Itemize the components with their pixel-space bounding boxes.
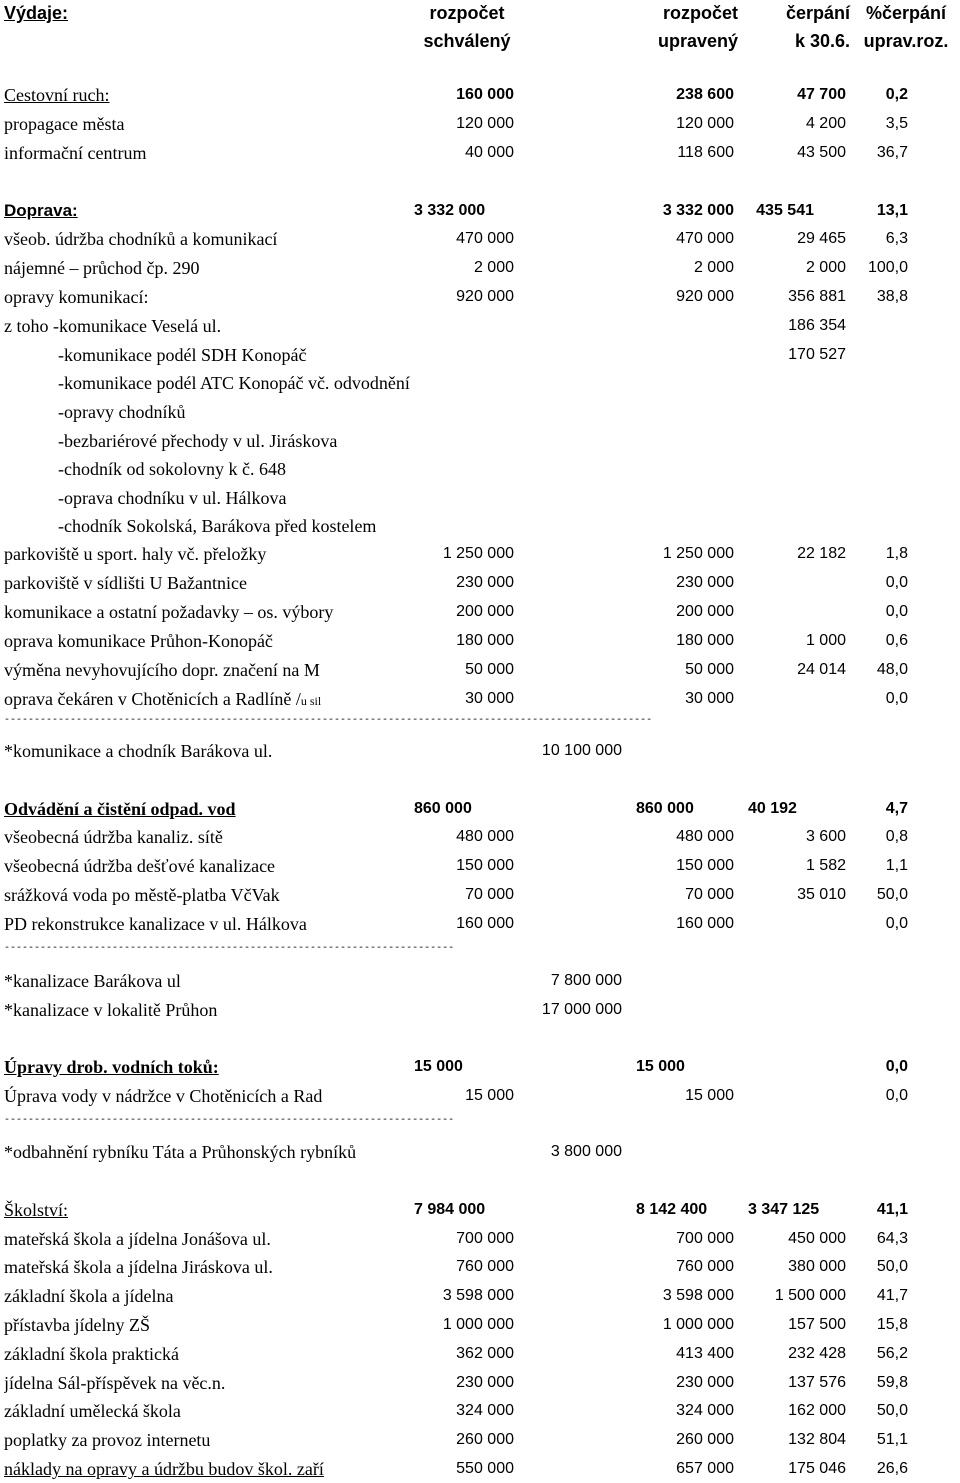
cell-cerpani: 132 804 — [788, 1431, 846, 1448]
cell-cerpani: 232 428 — [788, 1345, 846, 1362]
cell-upraveny: 700 000 — [676, 1230, 734, 1247]
cell-procento: 59,8 — [876, 1374, 908, 1391]
cell-cerpani: 4 200 — [805, 115, 846, 132]
cell-upraveny: 160 000 — [676, 915, 734, 932]
section-title: Úpravy drob. vodních toků: — [4, 1057, 219, 1077]
cell-cerpani: 450 000 — [788, 1230, 846, 1247]
separator-dashes: --------------------------------------------------------------------------- — [4, 1115, 455, 1126]
section-title: Školství: — [4, 1200, 69, 1220]
table-row — [0, 1455, 960, 1483]
row-label: náklady na opravy a údržbu budov škol. zaří — [4, 1459, 324, 1479]
cell-cerpani: 29 465 — [797, 230, 846, 247]
cell-procento: 3,5 — [885, 115, 908, 132]
separator-dashes: --------------------------------------------------------------------------- — [4, 943, 455, 954]
cell-schvaleny: 362 000 — [456, 1345, 514, 1362]
cell-schvaleny: 230 000 — [456, 574, 514, 591]
cell-schvaleny: 70 000 — [465, 886, 514, 903]
section-title: Odvádění a čistění odpad. vod — [4, 799, 236, 819]
cell-upraveny: 1 250 000 — [662, 545, 734, 562]
table-row — [0, 1397, 960, 1425]
cell-cerpani: 40 192 — [748, 800, 797, 817]
cell-schvaleny: 760 000 — [456, 1258, 514, 1275]
cell-procento: 38,8 — [876, 288, 908, 305]
header-col-upraveny — [636, 0, 738, 55]
planned-row — [0, 967, 960, 995]
cell-upraveny: 3 598 000 — [662, 1287, 734, 1304]
table-row — [0, 1225, 960, 1253]
cell-cerpani: 3 347 125 — [748, 1201, 820, 1218]
cell-schvaleny: 2 000 — [473, 259, 514, 276]
row-label: parkoviště u sport. haly vč. přeložky — [4, 544, 267, 564]
cell-cerpani: 162 000 — [788, 1402, 846, 1419]
header-col-schvaleny-l2: schválený — [423, 31, 511, 51]
section-header-skolstvi — [0, 1196, 960, 1224]
section-header-doprava — [0, 197, 960, 225]
cell-procento: 50,0 — [876, 1402, 908, 1419]
cell-upraveny: 150 000 — [676, 857, 734, 874]
header-col-procento-l1: %čerpání — [865, 3, 947, 23]
cell-upraveny: 860 000 — [636, 800, 694, 817]
cell-schvaleny: 480 000 — [456, 828, 514, 845]
cell-upraveny: 15 000 — [636, 1058, 685, 1075]
cell-procento: 1,8 — [885, 545, 908, 562]
planned-row — [0, 737, 960, 765]
row-label: *kanalizace v lokalitě Průhon — [4, 1000, 218, 1020]
cell-cerpani: 380 000 — [788, 1258, 846, 1275]
row-label: jídelna Sál-příspěvek na věc.n. — [4, 1373, 226, 1393]
row-label: základní škola a jídelna — [4, 1286, 174, 1306]
cell-schvaleny: 920 000 — [456, 288, 514, 305]
cell-upraveny: 120 000 — [676, 115, 734, 132]
cell-procento: 36,7 — [876, 144, 908, 161]
cell-schvaleny: 1 000 000 — [442, 1316, 514, 1333]
cell-procento: 26,6 — [876, 1460, 908, 1477]
table-row — [0, 540, 960, 568]
row-label: propagace města — [4, 114, 125, 134]
planned-row — [0, 1138, 960, 1166]
cell-upraveny: 230 000 — [676, 574, 734, 591]
cell-upraveny: 657 000 — [676, 1460, 734, 1477]
cell-schvaleny: 40 000 — [465, 144, 514, 161]
row-label: všeobecná údržba kanaliz. sítě — [4, 827, 223, 847]
cell-schvaleny: 15 000 — [465, 1087, 514, 1104]
table-row — [0, 369, 960, 397]
cell-cerpani: 175 046 — [788, 1460, 846, 1477]
cell-cerpani: 35 010 — [797, 886, 846, 903]
cell-schvaleny: 860 000 — [414, 800, 472, 817]
header-col-schvaleny — [414, 0, 520, 55]
cell-upraveny: 3 332 000 — [662, 202, 734, 219]
cell-upraveny: 180 000 — [676, 632, 734, 649]
header-col-cerpani — [752, 0, 850, 55]
cell-cerpani: 170 527 — [788, 346, 846, 363]
cell-amount: 10 100 000 — [541, 742, 622, 759]
table-row — [0, 1282, 960, 1310]
row-label: nájemné – průchod čp. 290 — [4, 258, 200, 278]
row-label: *odbahnění rybníku Táta a Průhonských rybníků — [4, 1142, 357, 1162]
row-label: *kanalizace Barákova ul — [4, 971, 181, 991]
cell-cerpani: 157 500 — [788, 1316, 846, 1333]
cell-upraveny: 30 000 — [685, 690, 734, 707]
row-label: -oprava chodníku v ul. Hálkova — [58, 488, 287, 508]
cell-procento: 100,0 — [867, 259, 908, 276]
row-label: komunikace a ostatní požadavky – os. výbory — [4, 602, 334, 622]
cell-procento: 4,7 — [885, 800, 908, 817]
cell-cerpani: 186 354 — [788, 317, 846, 334]
cell-procento: 0,0 — [885, 603, 908, 620]
table-row — [0, 512, 960, 540]
cell-procento: 0,0 — [885, 690, 908, 707]
cell-procento: 0,0 — [885, 574, 908, 591]
table-row — [0, 312, 960, 340]
section-header-cestovni — [0, 81, 960, 109]
cell-upraveny: 50 000 — [685, 661, 734, 678]
cell-upraveny: 1 000 000 — [662, 1316, 734, 1333]
cell-cerpani: 1 500 000 — [774, 1287, 846, 1304]
cell-procento: 41,7 — [876, 1287, 908, 1304]
table-row — [0, 569, 960, 597]
row-label: základní škola praktická — [4, 1344, 179, 1364]
cell-schvaleny: 470 000 — [456, 230, 514, 247]
cell-schvaleny: 30 000 — [465, 690, 514, 707]
table-row — [0, 110, 960, 138]
header-col-procento — [856, 0, 956, 55]
section-header-odpad — [0, 795, 960, 823]
cell-cerpani: 356 881 — [788, 288, 846, 305]
row-label: -komunikace podél ATC Konopáč vč. odvodnění — [58, 373, 410, 393]
table-row — [0, 656, 960, 684]
cell-procento: 1,1 — [885, 857, 908, 874]
table-row — [0, 1369, 960, 1397]
cell-upraveny: 70 000 — [685, 886, 734, 903]
table-row — [0, 852, 960, 880]
row-label: oprava komunikace Průhon-Konopáč — [4, 631, 273, 651]
cell-cerpani: 47 700 — [797, 86, 846, 103]
cell-schvaleny: 160 000 — [456, 915, 514, 932]
section-title: Doprava: — [4, 201, 78, 220]
cell-schvaleny: 50 000 — [465, 661, 514, 678]
header-col-cerpani-l2: k 30.6. — [794, 31, 850, 51]
row-label: parkoviště v sídlišti U Bažantnice — [4, 573, 247, 593]
cell-upraveny: 238 600 — [676, 86, 734, 103]
cell-schvaleny: 260 000 — [456, 1431, 514, 1448]
row-label: výměna nevyhovujícího dopr. značení na M — [4, 660, 320, 680]
table-row — [0, 823, 960, 851]
row-label-text: oprava čekáren v Chotěnicích a Radlíně / — [4, 689, 301, 709]
cell-schvaleny: 200 000 — [456, 603, 514, 620]
table-row — [0, 910, 960, 938]
cell-schvaleny: 550 000 — [456, 1460, 514, 1477]
table-row — [0, 627, 960, 655]
cell-cerpani: 2 000 — [805, 259, 846, 276]
cell-upraveny: 413 400 — [676, 1345, 734, 1362]
row-label: -bezbariérové přechody v ul. Jiráskova — [58, 431, 338, 451]
cell-upraveny: 260 000 — [676, 1431, 734, 1448]
cell-procento: 6,3 — [885, 230, 908, 247]
cell-upraveny: 760 000 — [676, 1258, 734, 1275]
cell-upraveny: 470 000 — [676, 230, 734, 247]
header-col-procento-l2: uprav.roz. — [863, 31, 949, 51]
table-row — [0, 1426, 960, 1454]
table-row — [0, 455, 960, 483]
cell-cerpani: 24 014 — [797, 661, 846, 678]
cell-procento: 51,1 — [876, 1431, 908, 1448]
row-label: mateřská škola a jídelna Jonášova ul. — [4, 1229, 271, 1249]
cell-procento: 0,6 — [885, 632, 908, 649]
cell-upraveny: 8 142 400 — [636, 1201, 708, 1218]
row-label: -chodník od sokolovny k č. 648 — [58, 459, 286, 479]
row-label: Úprava vody v nádržce v Chotěnicích a Rad — [4, 1086, 323, 1106]
table-row — [0, 398, 960, 426]
header-col-upraveny-l2: upravený — [657, 31, 738, 51]
table-row — [0, 1311, 960, 1339]
header-col-upraveny-l1: rozpočet — [662, 3, 738, 23]
planned-row — [0, 996, 960, 1024]
cell-schvaleny: 3 598 000 — [442, 1287, 514, 1304]
table-row — [0, 427, 960, 455]
cell-upraveny: 2 000 — [693, 259, 734, 276]
cell-upraveny: 324 000 — [676, 1402, 734, 1419]
row-label: informační centrum — [4, 143, 147, 163]
section-title: Cestovní ruch: — [4, 85, 110, 105]
cell-schvaleny: 120 000 — [456, 115, 514, 132]
table-row — [0, 1082, 960, 1110]
header-col-cerpani-l1: čerpání — [785, 3, 850, 23]
cell-cerpani: 435 541 — [756, 202, 814, 219]
table-row — [0, 254, 960, 282]
cell-schvaleny: 324 000 — [456, 1402, 514, 1419]
table-row — [0, 685, 960, 713]
cell-procento: 0,2 — [885, 86, 908, 103]
cell-procento: 48,0 — [876, 661, 908, 678]
cell-schvaleny: 1 250 000 — [442, 545, 514, 562]
cell-schvaleny: 15 000 — [414, 1058, 463, 1075]
row-label: PD rekonstrukce kanalizace v ul. Hálkova — [4, 914, 307, 934]
cell-schvaleny: 230 000 — [456, 1374, 514, 1391]
table-row — [0, 598, 960, 626]
table-row — [0, 139, 960, 167]
cell-schvaleny: 150 000 — [456, 857, 514, 874]
row-label: poplatky za provoz internetu — [4, 1430, 211, 1450]
table-row — [0, 1253, 960, 1281]
table-row — [0, 341, 960, 369]
table-row — [0, 881, 960, 909]
cell-cerpani: 43 500 — [797, 144, 846, 161]
table-row — [0, 283, 960, 311]
row-label: z toho -komunikace Veselá ul. — [4, 316, 222, 336]
cell-amount: 7 800 000 — [550, 972, 622, 989]
cell-schvaleny: 7 984 000 — [414, 1201, 486, 1218]
table-row — [0, 1340, 960, 1368]
cell-procento: 0,8 — [885, 828, 908, 845]
separator-dashes: ------------------------------------------------------------------------------------------------------------ — [4, 715, 653, 726]
row-label: přístavba jídelny ZŠ — [4, 1315, 150, 1335]
cell-cerpani: 22 182 — [797, 545, 846, 562]
cell-procento: 15,8 — [876, 1316, 908, 1333]
cell-schvaleny: 700 000 — [456, 1230, 514, 1247]
row-label: -komunikace podél SDH Konopáč — [58, 345, 307, 365]
row-label-small: u sil — [300, 694, 322, 708]
cell-cerpani: 1 582 — [805, 857, 846, 874]
cell-amount: 3 800 000 — [550, 1143, 622, 1160]
table-row — [0, 484, 960, 512]
cell-procento: 13,1 — [876, 202, 908, 219]
cell-procento: 0,0 — [885, 1087, 908, 1104]
row-label: základní umělecká škola — [4, 1401, 181, 1421]
cell-procento: 50,0 — [876, 1258, 908, 1275]
row-label: srážková voda po městě-platba VčVak — [4, 885, 280, 905]
row-label: -chodník Sokolská, Barákova před kostelem — [58, 516, 377, 536]
cell-cerpani: 137 576 — [788, 1374, 846, 1391]
row-label: opravy komunikací: — [4, 287, 149, 307]
cell-schvaleny: 180 000 — [456, 632, 514, 649]
row-label: *komunikace a chodník Barákova ul. — [4, 741, 273, 761]
header-col-schvaleny-l1: rozpočet — [429, 3, 505, 23]
row-label — [4, 685, 412, 715]
cell-upraveny: 480 000 — [676, 828, 734, 845]
cell-schvaleny: 160 000 — [456, 86, 514, 103]
cell-procento: 64,3 — [876, 1230, 908, 1247]
cell-procento: 56,2 — [876, 1345, 908, 1362]
cell-schvaleny: 3 332 000 — [414, 202, 486, 219]
cell-upraveny: 15 000 — [685, 1087, 734, 1104]
cell-procento: 50,0 — [876, 886, 908, 903]
cell-cerpani: 1 000 — [805, 632, 846, 649]
cell-cerpani: 3 600 — [805, 828, 846, 845]
section-header-vodni — [0, 1053, 960, 1081]
cell-procento: 0,0 — [885, 1058, 908, 1075]
cell-amount: 17 000 000 — [541, 1001, 622, 1018]
cell-upraveny: 920 000 — [676, 288, 734, 305]
cell-upraveny: 118 600 — [677, 144, 734, 161]
cell-upraveny: 230 000 — [676, 1374, 734, 1391]
cell-procento: 41,1 — [876, 1201, 908, 1218]
row-label: -opravy chodníků — [58, 402, 186, 422]
cell-procento: 0,0 — [885, 915, 908, 932]
row-label: všeob. údržba chodníků a komunikací — [4, 229, 278, 249]
cell-upraveny: 200 000 — [676, 603, 734, 620]
table-row — [0, 225, 960, 253]
row-label: všeobecná údržba dešťové kanalizace — [4, 856, 276, 876]
page-title: Výdaje: — [4, 3, 69, 23]
row-label: mateřská škola a jídelna Jiráskova ul. — [4, 1257, 273, 1277]
